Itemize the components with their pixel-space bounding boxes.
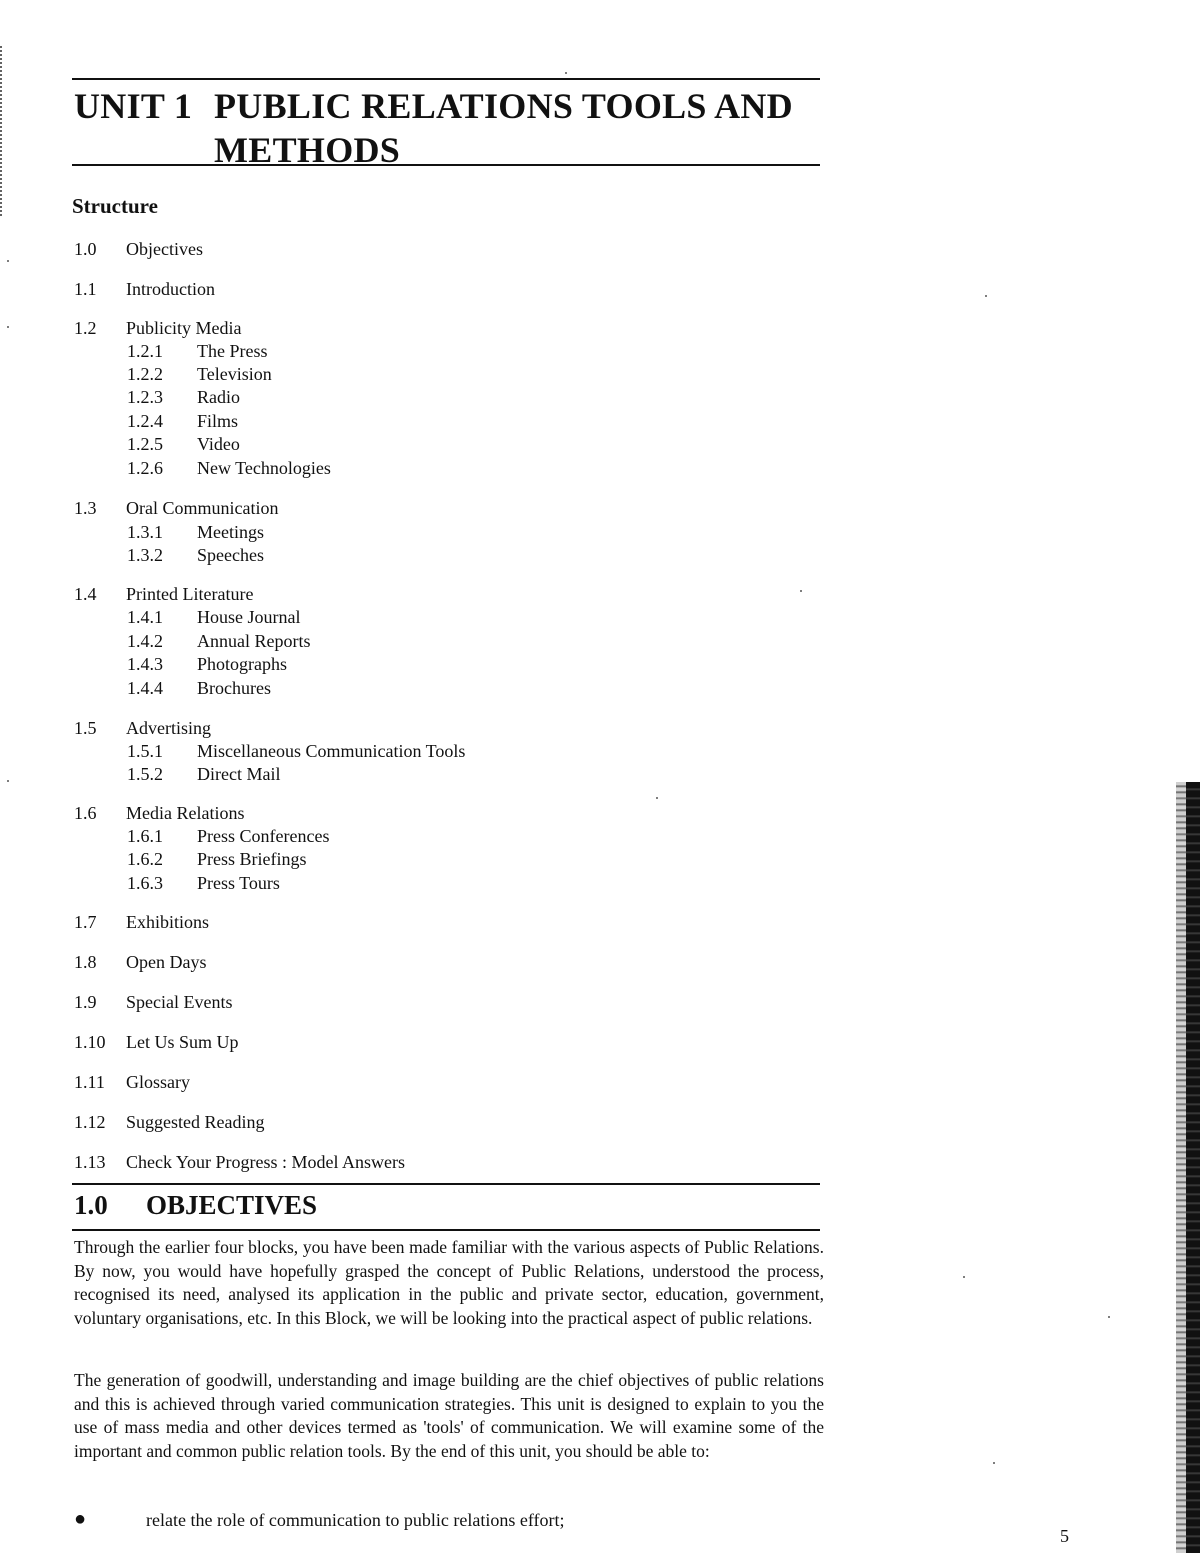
structure-item-label: Printed Literature bbox=[126, 584, 254, 604]
structure-item-label: Check Your Progress : Model Answers bbox=[126, 1152, 405, 1172]
structure-item-number: 1.6.3 bbox=[127, 873, 163, 893]
structure-item-label: Annual Reports bbox=[197, 631, 311, 651]
structure-item-number: 1.1 bbox=[74, 279, 97, 299]
structure-item-number: 1.8 bbox=[74, 952, 97, 972]
structure-item-number: 1.5.2 bbox=[127, 764, 163, 784]
structure-item-number: 1.4.1 bbox=[127, 607, 163, 627]
structure-item-number: 1.6.1 bbox=[127, 826, 163, 846]
unit-title-text: PUBLIC RELATIONS TOOLS AND METHODS bbox=[214, 86, 793, 170]
structure-item-label: Films bbox=[197, 411, 239, 431]
structure-item-number: 1.9 bbox=[74, 992, 97, 1012]
scan-speck bbox=[7, 260, 9, 262]
structure-item-label: Open Days bbox=[126, 952, 207, 972]
scan-speck bbox=[565, 72, 567, 74]
structure-item-label: Press Conferences bbox=[197, 826, 330, 846]
structure-item-number: 1.5.1 bbox=[127, 741, 163, 761]
structure-item-number: 1.4.2 bbox=[127, 631, 163, 651]
structure-item-label: Direct Mail bbox=[197, 764, 281, 784]
structure-item-label: Television bbox=[197, 364, 272, 384]
structure-item-number: 1.3.1 bbox=[127, 522, 163, 542]
bullet-text: relate the role of communication to public relations effort; bbox=[146, 1510, 565, 1530]
scan-speck bbox=[7, 780, 9, 782]
objectives-bottom-rule bbox=[72, 1229, 820, 1231]
structure-item-label: Press Briefings bbox=[197, 849, 307, 869]
scan-speck bbox=[1108, 1316, 1110, 1318]
structure-item-label: The Press bbox=[197, 341, 268, 361]
structure-item-number: 1.4.3 bbox=[127, 654, 163, 674]
structure-item-label: Glossary bbox=[126, 1072, 190, 1092]
structure-item-label: Meetings bbox=[197, 522, 264, 542]
structure-item-number: 1.4 bbox=[74, 584, 97, 604]
structure-item-label: Publicity Media bbox=[126, 318, 242, 338]
structure-item-label: Miscellaneous Communication Tools bbox=[197, 741, 466, 761]
structure-item-number: 1.2.6 bbox=[127, 458, 163, 478]
structure-item-label: Suggested Reading bbox=[126, 1112, 265, 1132]
scan-speck bbox=[985, 295, 987, 297]
structure-item-label: Objectives bbox=[126, 239, 203, 259]
title-top-rule bbox=[72, 78, 820, 80]
structure-item-number: 1.2.4 bbox=[127, 411, 163, 431]
unit-label: UNIT 1 bbox=[74, 86, 193, 126]
structure-item-number: 1.13 bbox=[74, 1152, 106, 1172]
structure-item-label: Special Events bbox=[126, 992, 233, 1012]
objectives-heading-label: OBJECTIVES bbox=[146, 1190, 318, 1220]
structure-item-number: 1.11 bbox=[74, 1072, 105, 1092]
structure-item-number: 1.5 bbox=[74, 718, 97, 738]
structure-item-number: 1.2.1 bbox=[127, 341, 163, 361]
structure-item-number: 1.2.2 bbox=[127, 364, 163, 384]
structure-item-label: Exhibitions bbox=[126, 912, 210, 932]
structure-item-label: Press Tours bbox=[197, 873, 280, 893]
structure-item-number: 1.2 bbox=[74, 318, 97, 338]
structure-item-label: Let Us Sum Up bbox=[126, 1032, 239, 1052]
structure-item-label: House Journal bbox=[197, 607, 301, 627]
structure-item-label: Media Relations bbox=[126, 803, 245, 823]
structure-item-label: Introduction bbox=[126, 279, 215, 299]
structure-item-label: Radio bbox=[197, 387, 240, 407]
structure-item-label: Oral Communication bbox=[126, 498, 279, 518]
structure-item-number: 1.2.3 bbox=[127, 387, 163, 407]
structure-item-number: 1.3.2 bbox=[127, 545, 163, 565]
objectives-paragraph-2: The generation of goodwill, understanding and image building are the chief objectives of public relations and this is achieved through varied communication strategies. This unit is designed to explain to you the use of mass media and other devices termed as 'tools' of communication. We will examine some of the important and common public relation tools. By the end of this unit, you should be able to: bbox=[74, 1370, 824, 1461]
structure-item-number: 1.2.5 bbox=[127, 434, 163, 454]
objectives-paragraph-1: Through the earlier four blocks, you have been made familiar with the various aspects of Public Relations. By now, you would have hopefully grasped the concept of Public Relations, understood the process, recognised its need, analysed its application in the public and private sector, education, government, voluntary organisations, etc. In this Block, we will be looking into the practical aspect of public relations. bbox=[74, 1237, 824, 1328]
scan-edge-right bbox=[1176, 782, 1200, 1553]
structure-item-number: 1.12 bbox=[74, 1112, 106, 1132]
scan-speck bbox=[7, 326, 9, 328]
structure-item-number: 1.0 bbox=[74, 239, 97, 259]
objectives-heading-number: 1.0 bbox=[74, 1190, 108, 1220]
objectives-top-rule bbox=[72, 1183, 820, 1185]
structure-heading: Structure bbox=[72, 194, 158, 218]
structure-item-number: 1.6.2 bbox=[127, 849, 163, 869]
structure-item-number: 1.4.4 bbox=[127, 678, 163, 698]
structure-item-number: 1.6 bbox=[74, 803, 97, 823]
structure-item-number: 1.10 bbox=[74, 1032, 106, 1052]
page-number: 5 bbox=[1060, 1526, 1069, 1546]
structure-item-number: 1.3 bbox=[74, 498, 97, 518]
structure-item-label: New Technologies bbox=[197, 458, 331, 478]
scan-speck bbox=[963, 1276, 965, 1278]
structure-item-label: Advertising bbox=[126, 718, 211, 738]
bullet-marker: ● bbox=[74, 1508, 87, 1530]
structure-item-number: 1.7 bbox=[74, 912, 97, 932]
structure-item-label: Video bbox=[197, 434, 240, 454]
scan-edge-left bbox=[0, 46, 6, 216]
structure-item-label: Brochures bbox=[197, 678, 271, 698]
scan-speck bbox=[800, 590, 802, 592]
scan-speck bbox=[993, 1462, 995, 1464]
structure-item-label: Photographs bbox=[197, 654, 287, 674]
scan-speck bbox=[656, 797, 658, 799]
structure-item-label: Speeches bbox=[197, 545, 264, 565]
